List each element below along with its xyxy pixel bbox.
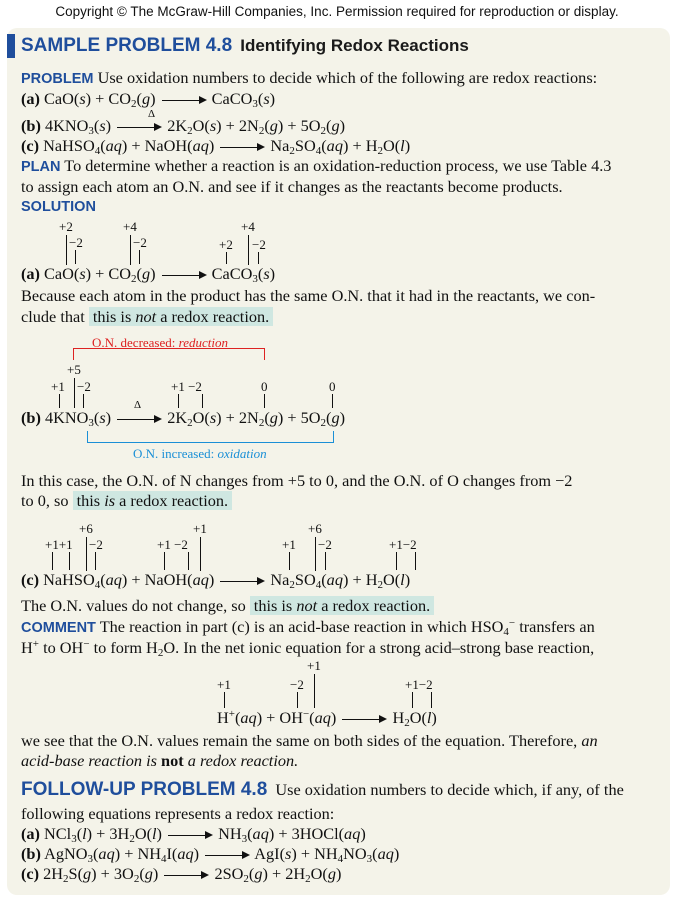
plan-line-2: to assign each atom an O.N. and see if it changes as the reactants become products.: [21, 177, 563, 196]
sample-problem-heading: [21, 36, 469, 56]
problem-text: Use oxidation numbers to decide which of the following are redox reactions:: [97, 68, 598, 87]
sample-problem-panel: SAMPLE PROBLEM 4.8 Identifying Redox Reactions PROBLEM Use oxidation numbers to decide which of the following are redox reactions: (a) $CaO(s) + CO_2(g)$ CaCO$_3$(s) Δ (b) $4KNO_3(s) 2K_2O(s) + 2N_2(g) + 5O_2(g)$ (c) NaHSO$_4$(aq) + NaOH(aq) $Na_2SO_4(aq) + H_2O(l)$ PLAN To determine whether a reaction is an oxidation-reduction process, we use Table 4.3 to assign each atom an O.N. and see if it changes as the reactants become products. SOLUTION +2 −2 +4 −2 +4 +2 −2 (a) $CaO(s) + CO_2(g)$ CaCO$_3$(s) Because each atom in the product has the same O.N. that it had in the reactants, we con- clude that this is not a redox reaction. O.N. decreased: reduction +5 +1 −2 +1 −2 0 0 Δ (b) $4KNO_3(s) 2K_2O(s) + 2N_2(g) + 5O_2(g)$ O.N. increased: oxidation In this case, the O.N. of N changes from +5 to 0, and the O.N. of O changes from −2 to 0, so this is a redox reaction. +6 +1+1 −2 +1 +1 −2 +6 +1 −2 +1−2 (c) NaHSO$_4$(aq) + NaOH(aq) $Na_2SO_4(aq) + H_2O(l)$ The O.N. values do not change, so this is not a redox reaction. COMMENT The reaction in part (c) is an acid-base reaction in which $HSO_4^-$ transfers an H+ to OH− to form $H_2O$. In the net ionic equation for a strong acid–strong base reaction, +1 +1 −2 +1−2 H+(aq) + OH−(aq) $H_2O(l)$ we see that the O.N. values remain the same on both sides of the equation. Therefore, an acid-base reaction is not a redox reaction. FOLLOW-UP PROBLEM 4.8 Use oxidation numbers to decide which, if any, of the following equations represents a redox reaction: (a) $NCl_3(l) + 3H_2O(l) NH_3(aq)$ + 3HOCl(aq) (b) AgNO$_3$(aq) + $NH_4I(aq) AgI(s) + NH_4NO_3(aq)$ (c) $2H_2S(g) + 3O_2(g) 2SO_2(g) + 2H_2O(g)$: [7, 28, 670, 895]
equation-c-annotated: (c) NaHSO$_4$(aq) + NaOH(aq) $Na_2SO_4(aq) + H_2O(l)$: [21, 570, 411, 591]
delta-symbol: Δ: [148, 108, 156, 120]
oxidation-label: O.N. increased: oxidation: [133, 446, 267, 461]
comment-line-4: acid-base reaction is not a redox reaction.: [21, 751, 299, 770]
comment-line-1: COMMENT The reaction in part (c) is an acid-base reaction in which $HSO_4^-$ transfers an: [21, 617, 595, 638]
equation-b: (b) $4KNO_3(s) 2K_2O(s) + 2N_2(g) + 5O_2(g)$: [21, 116, 346, 137]
a-explanation-line-1: Because each atom in the product has the same O.N. that it had in the reactants, we con-: [21, 286, 596, 305]
problem-statement: [21, 68, 597, 89]
a-conclusion-highlight: this is not a redox reaction.: [89, 307, 273, 326]
followup-equation-c: (c) $2H_2S(g) + 3O_2(g) 2SO_2(g) + 2H_2O(g)$: [21, 864, 342, 885]
net-ionic-equation: H+(aq) + OH−(aq) $H_2O(l)$: [217, 708, 437, 729]
a-explanation-line-2: clude that this is not a redox reaction.: [21, 307, 273, 327]
comment-line-3: we see that the O.N. values remain the same on both sides of the equation. Therefore, an: [21, 731, 598, 750]
c-explanation: The O.N. values do not change, so this is not a redox reaction.: [21, 596, 434, 616]
equation-a-annotated: (a) $CaO(s) + CO_2(g)$ CaCO$_3$(s): [21, 264, 276, 285]
copyright-notice: Copyright © The McGraw-Hill Companies, Inc. Permission required for reproduction or display.: [55, 4, 619, 19]
b-explanation-line-1: In this case, the O.N. of N changes from +5 to 0, and the O.N. of O changes from −2: [21, 471, 573, 490]
sample-problem-label: SAMPLE PROBLEM 4.8: [21, 35, 233, 56]
followup-line-2: following equations represents a redox reaction:: [21, 804, 335, 823]
sample-problem-title: Identifying Redox Reactions: [240, 36, 469, 55]
solution-label: SOLUTION: [21, 199, 96, 215]
problem-label: PROBLEM: [21, 71, 94, 87]
plan-label: PLAN: [21, 159, 61, 175]
followup-equation-a: (a) $NCl_3(l) + 3H_2O(l) NH_3(aq)$ + 3HOCl(aq): [21, 824, 366, 845]
title-accent-bar: [7, 34, 15, 58]
equation-a: (a) $CaO(s) + CO_2(g)$ CaCO$_3$(s): [21, 89, 276, 110]
followup-label: FOLLOW-UP PROBLEM 4.8: [21, 779, 268, 800]
followup-equation-b: (b) AgNO$_3$(aq) + $NH_4I(aq) AgI(s) + NH_4NO_3(aq)$: [21, 844, 400, 865]
b-conclusion-highlight: this is a redox reaction.: [73, 491, 233, 510]
plan-line-1: PLAN To determine whether a reaction is an oxidation-reduction process, we use Table 4.3: [21, 156, 612, 175]
equation-b-annotated: (b) $4KNO_3(s) 2K_2O(s) + 2N_2(g) + 5O_2(g)$: [21, 408, 346, 429]
c-conclusion-highlight: this is not a redox reaction.: [250, 596, 434, 615]
comment-line-2: H+ to OH− to form $H_2O$. In the net ionic equation for a strong acid–strong base reaction,: [21, 638, 595, 659]
followup-line-1: FOLLOW-UP PROBLEM 4.8 Use oxidation numbers to decide which, if any, of the: [21, 779, 624, 800]
b-explanation-line-2: to 0, so this is a redox reaction.: [21, 491, 232, 511]
reduction-label: O.N. decreased: reduction: [92, 335, 228, 350]
comment-label: COMMENT: [21, 620, 96, 636]
equation-c: (c) NaHSO$_4$(aq) + NaOH(aq) $Na_2SO_4(aq) + H_2O(l)$: [21, 136, 411, 157]
